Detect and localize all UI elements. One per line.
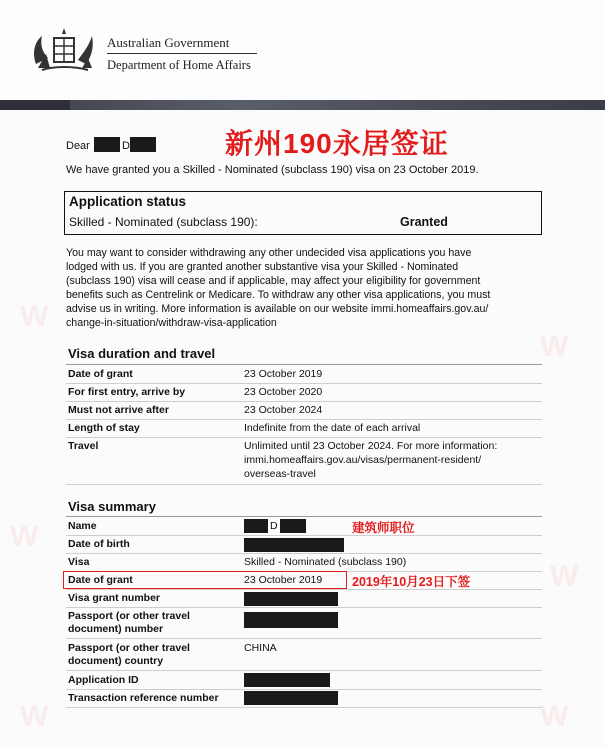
header-bar-accent — [0, 100, 70, 110]
visa-grant-number-label: Visa grant number — [68, 592, 160, 604]
row-divider — [66, 607, 542, 608]
must-not-arrive-value: 23 October 2024 — [244, 404, 323, 416]
name-label: Name — [68, 520, 97, 532]
withdrawal-paragraph — [66, 246, 540, 331]
redaction-block — [244, 673, 330, 687]
summary-date-of-grant-value: 23 October 2019 — [244, 574, 323, 586]
passport-number-label-line: Passport (or other travel — [68, 610, 190, 622]
row-divider — [66, 364, 542, 365]
grant-date-annotation: 2019年10月23日下签 — [352, 575, 471, 589]
row-divider — [66, 419, 542, 420]
summary-date-of-grant-label: Date of grant — [68, 574, 133, 586]
visa-label: Visa — [68, 556, 90, 568]
row-divider — [66, 589, 542, 590]
travel-value-line: overseas-travel — [244, 468, 316, 480]
redaction-block — [244, 592, 338, 606]
paragraph-line: You may want to consider withdrawing any other undecided visa applications you have — [66, 247, 472, 259]
first-entry-label: For first entry, arrive by — [68, 386, 186, 398]
passport-number-label-line: document) number — [68, 623, 164, 635]
department-name: Department of Home Affairs — [107, 58, 251, 72]
must-not-arrive-label: Must not arrive after — [68, 404, 169, 416]
status-title: Application status — [69, 194, 187, 209]
passport-country-label-line: Passport (or other travel — [68, 642, 190, 654]
redaction-block — [244, 691, 338, 705]
row-divider — [66, 638, 542, 639]
row-divider — [66, 689, 542, 690]
row-divider — [66, 553, 542, 554]
row-divider — [66, 516, 542, 517]
travel-label: Travel — [68, 440, 99, 452]
letterhead-divider — [107, 53, 257, 54]
government-name: Australian Government — [107, 35, 230, 50]
travel-value-line: immi.homeaffairs.gov.au/visas/permanent-resident/ — [244, 454, 482, 466]
row-divider — [66, 535, 542, 536]
letterhead — [0, 0, 605, 100]
status-value: Granted — [400, 215, 448, 229]
redaction-block — [130, 137, 156, 152]
redaction-block — [244, 519, 268, 533]
grant-sentence: We have granted you a Skilled - Nominated (subclass 190) visa on 23 October 2019. — [66, 164, 479, 176]
watermark-mark: W — [10, 520, 39, 553]
date-of-grant-value: 23 October 2019 — [244, 368, 323, 380]
length-of-stay-value: Indefinite from the date of each arrival — [244, 422, 421, 434]
application-id-label: Application ID — [68, 674, 139, 686]
first-entry-value: 23 October 2020 — [244, 386, 323, 398]
row-divider — [66, 437, 542, 438]
paragraph-line: benefits such as Centrelink or Medicare. To withdraw any other visa applications, you must — [66, 289, 491, 302]
date-of-grant-label: Date of grant — [68, 368, 133, 380]
duration-section-title: Visa duration and travel — [68, 346, 216, 361]
redaction-block — [244, 612, 338, 628]
date-of-birth-label: Date of birth — [68, 538, 130, 550]
row-divider — [66, 484, 542, 485]
passport-country-value: CHINA — [244, 642, 277, 654]
greeting: Dear — [66, 140, 90, 152]
paragraph-line: (subclass 190) visa will cease and if applicable, may affect your eligibility for government — [66, 275, 481, 288]
headline-annotation: 新州190永居签证 — [225, 128, 449, 159]
redaction-block — [244, 538, 344, 552]
row-divider — [66, 401, 542, 402]
watermark-mark: W — [540, 330, 569, 363]
row-divider — [66, 707, 542, 708]
watermark-mark: W — [20, 700, 49, 733]
header-bar — [0, 100, 605, 110]
watermark-mark: W — [540, 700, 569, 733]
row-divider — [66, 670, 542, 671]
occupation-annotation: 建筑师职位 — [352, 521, 415, 535]
length-of-stay-label: Length of stay — [68, 422, 140, 434]
row-divider — [66, 383, 542, 384]
redaction-block — [280, 519, 306, 533]
transaction-reference-label: Transaction reference number — [68, 692, 219, 704]
passport-country-label-line: document) country — [68, 655, 164, 667]
visa-value: Skilled - Nominated (subclass 190) — [244, 556, 407, 568]
redaction-block — [94, 137, 120, 152]
greeting-initial: D — [122, 140, 130, 152]
paragraph-line: advise us in writing. More information is available on our website immi.homeaffairs.gov.au/ — [66, 303, 489, 316]
paragraph-line: change-in-situation/withdraw-visa-application — [66, 317, 277, 330]
summary-section-title: Visa summary — [68, 499, 156, 514]
name-initial: D — [270, 520, 278, 532]
watermark-mark: W — [550, 560, 579, 593]
paragraph-line: lodged with us. If you are granted another substantive visa your Skilled - Nominated — [66, 261, 459, 274]
coat-of-arms-icon — [28, 24, 100, 74]
travel-value-line: Unlimited until 23 October 2024. For more information: — [244, 440, 498, 452]
watermark-mark: W — [20, 300, 49, 333]
status-visa-type: Skilled - Nominated (subclass 190): — [69, 215, 258, 229]
